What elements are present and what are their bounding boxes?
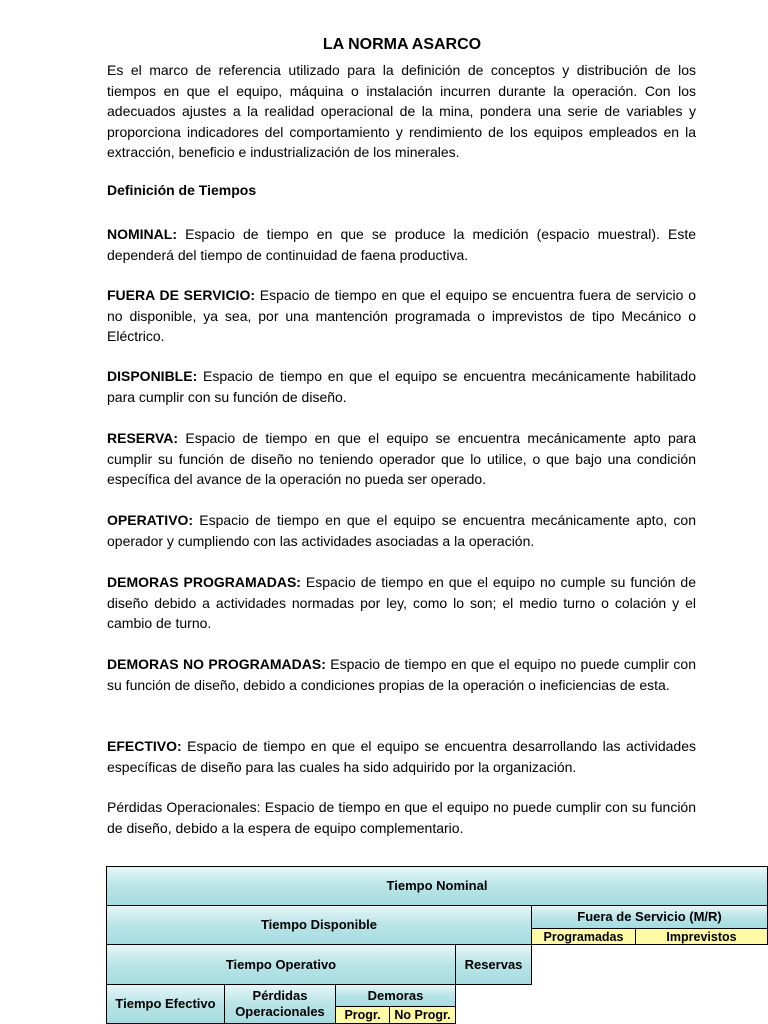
definition-demoras-programadas	[107, 572, 696, 634]
definition-text: Espacio de tiempo en que se produce la medición (espacio muestral). Este dependerá del tiempo de continuidad de faena productiva.	[107, 226, 696, 263]
definition-efectivo	[107, 736, 696, 777]
definition-demoras-no-programadas	[107, 654, 696, 695]
definition-text: Espacio de tiempo en que el equipo se encuentra desarrollando las actividades específicas de diseño para las cuales ha sido adquirido por la organización.	[107, 738, 696, 775]
definition-fuera-de-servicio	[107, 285, 696, 347]
definition-text: Espacio de tiempo en que el equipo se encuentra mecánicamente habilitado para cumplir con su función de diseño.	[107, 368, 696, 405]
definition-text: Espacio de tiempo en que el equipo se encuentra mecánicamente apto para cumplir su función de diseño no teniendo operador que lo utilice, o que bajo una condición específica del avance de la operación no pueda ser operado.	[107, 430, 696, 487]
definition-text: Espacio de tiempo en que el equipo se encuentra mecánicamente apto, con operador y cumpliendo con las actividades asociadas a la operación.	[107, 512, 696, 549]
definition-text: Espacio de tiempo en que el equipo no puede cumplir con su función de diseño, debido a condiciones propias de la operación o ineficiencias de esta.	[107, 656, 697, 693]
reservas-cell: Reservas	[455, 944, 532, 985]
perdidas-operacionales-cell: Pérdidas Operacionales	[224, 984, 336, 1024]
definition-term: DISPONIBLE:	[107, 368, 198, 384]
imprevistos-cell: Imprevistos	[635, 928, 768, 945]
definition-term: OPERATIVO:	[107, 512, 194, 528]
document-title: LA NORMA ASARCO	[322, 36, 482, 53]
tiempo-disponible-cell: Tiempo Disponible	[106, 905, 532, 945]
closing-paragraph: Pérdidas Operacionales: Espacio de tiempo en que el equipo no puede cumplir con su función de diseño, debido a la espera de equipo complementario.	[107, 799, 696, 836]
fuera-de-servicio-cell: Fuera de Servicio (M/R)	[531, 905, 768, 929]
definition-term: FUERA DE SERVICIO:	[107, 287, 255, 303]
tiempo-efectivo-cell: Tiempo Efectivo	[106, 984, 225, 1024]
definition-operativo	[107, 510, 696, 551]
demoras-cell: Demoras	[335, 984, 456, 1007]
definition-term: DEMORAS PROGRAMADAS:	[107, 574, 301, 590]
definition-text: Espacio de tiempo en que el equipo no cumple su función de diseño debido a actividades normadas por ley, como lo son; el medio turno o colación y el cambio de turno.	[107, 574, 696, 631]
definition-term: EFECTIVO:	[107, 738, 182, 754]
section-heading: Definición de Tiempos	[107, 182, 257, 198]
demoras-no-progr-cell: No Progr.	[389, 1006, 456, 1024]
definition-term: DEMORAS NO PROGRAMADAS:	[107, 656, 326, 672]
tiempo-nominal-cell: Tiempo Nominal	[106, 866, 768, 906]
definition-disponible	[107, 366, 696, 407]
definition-term: NOMINAL:	[107, 226, 177, 242]
definition-term: RESERVA:	[107, 430, 179, 446]
definition-reserva	[107, 428, 696, 490]
definition-nominal	[107, 224, 696, 265]
demoras-progr-cell: Progr.	[335, 1006, 390, 1024]
definition-text: Espacio de tiempo en que el equipo se encuentra fuera de servicio o no disponible, ya sea, por una mantención programada o imprevistos de tipo Mecánico o Eléctrico.	[107, 287, 696, 344]
tiempo-operativo-cell: Tiempo Operativo	[106, 944, 456, 985]
intro-paragraph: Es el marco de referencia utilizado para la definición de conceptos y distribución de los tiempos en que el equipo, máquina o instalación incurren durante la operación. Con los adecuados ajustes a la realidad operacional de la mina, pondera una serie de variables y proporciona indicadores del comportamiento y rendimiento de los equipos empleados en la extracción, beneficio e industrialización de los minerales.	[107, 62, 696, 160]
programadas-cell: Programadas	[531, 928, 636, 945]
